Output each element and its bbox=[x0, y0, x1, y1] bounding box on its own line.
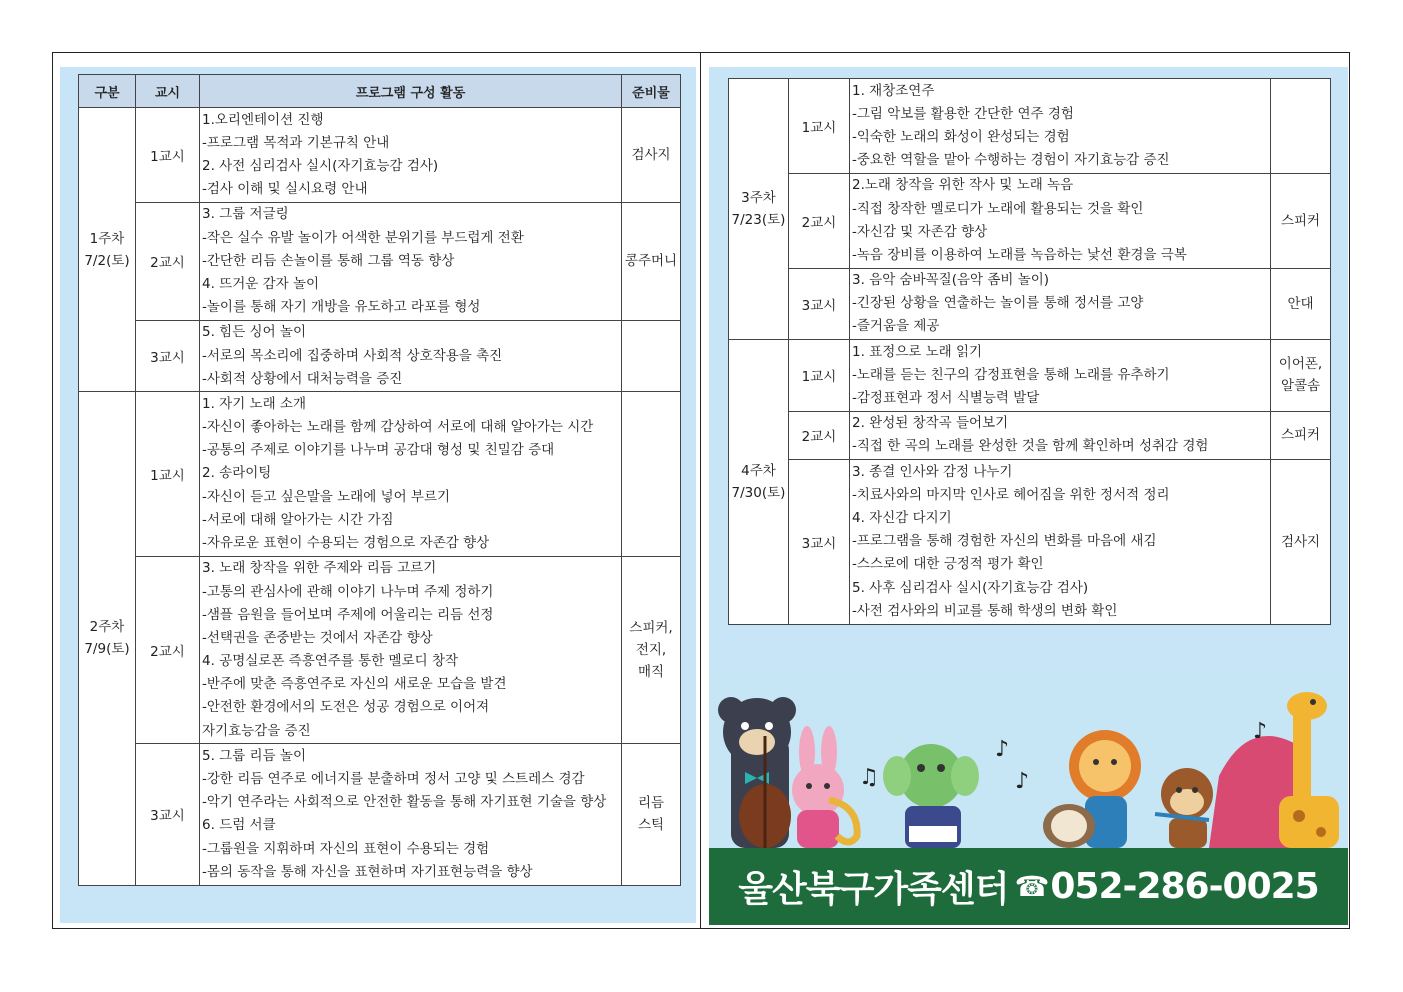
prep-cell bbox=[622, 392, 681, 556]
prep-cell bbox=[622, 556, 681, 744]
svg-text:♪: ♪ bbox=[1015, 769, 1030, 794]
prep-item: 검사지 bbox=[631, 146, 671, 163]
period-cell: 2교시 bbox=[789, 173, 850, 268]
period-cell: 3교시 bbox=[789, 460, 850, 624]
footer-banner bbox=[709, 848, 1348, 925]
activity-line: -감정표현과 정서 식별능력 발달 bbox=[852, 390, 1040, 407]
right-schedule-table bbox=[728, 78, 1331, 625]
activity-line: -놀이를 통해 자기 개방을 유도하고 라포를 형성 bbox=[202, 299, 481, 316]
activity-cell bbox=[200, 202, 622, 320]
elephant-with-accordion-icon bbox=[883, 744, 979, 848]
activity-line: -치료사와의 마지막 인사로 헤어짐을 위한 정서적 정리 bbox=[852, 486, 1170, 503]
activity-line: 4. 뜨거운 감자 놀이 bbox=[202, 275, 320, 292]
prep-item: 콩주머니 bbox=[624, 253, 678, 270]
prep-cell bbox=[1271, 411, 1331, 459]
prep-item: 스틱 bbox=[637, 817, 665, 834]
activity-line: 1. 자기 노래 소개 bbox=[202, 395, 306, 412]
activity-line: 1. 재창조연주 bbox=[852, 82, 935, 99]
table-row bbox=[79, 392, 681, 556]
activity-line: -프로그램을 통해 경험한 자신의 변화를 마음에 새김 bbox=[852, 533, 1157, 550]
prep-cell bbox=[1271, 79, 1331, 174]
activity-line: -간단한 리듬 손놀이를 통해 그룹 역동 향상 bbox=[202, 252, 455, 269]
prep-cell bbox=[622, 202, 681, 320]
activity-cell bbox=[850, 79, 1271, 174]
header-week: 구분 bbox=[79, 75, 136, 108]
activity-line: -서로의 목소리에 집중하며 사회적 상호작용을 촉진 bbox=[202, 347, 503, 364]
animal-band-illustration bbox=[709, 676, 1348, 848]
period-cell: 1교시 bbox=[136, 392, 200, 556]
activity-line: -작은 실수 유발 놀이가 어색한 분위기를 부드럽게 전환 bbox=[202, 229, 524, 246]
activity-cell bbox=[850, 340, 1271, 412]
week-label-line: 1주차 bbox=[89, 230, 125, 247]
table-row bbox=[79, 320, 681, 392]
activity-line: -공통의 주제로 이야기를 나누며 공감대 형성 및 친밀감 증대 bbox=[202, 442, 555, 459]
activity-line: 1. 표정으로 노래 읽기 bbox=[852, 343, 983, 360]
activity-line: -샘플 음원을 들어보며 주제에 어울리는 리듬 선정 bbox=[202, 606, 494, 623]
period-cell: 2교시 bbox=[136, 202, 200, 320]
activity-line: -긴장된 상황을 연출하는 놀이를 통해 정서를 고양 bbox=[852, 295, 1144, 312]
left-table-body bbox=[79, 108, 681, 886]
activity-cell bbox=[200, 556, 622, 744]
lion-with-drum-icon bbox=[1043, 730, 1141, 848]
activity-line: -자신감 및 자존감 향상 bbox=[852, 223, 988, 240]
activity-line: 3. 그룹 저글링 bbox=[202, 206, 289, 223]
activity-line: -몸의 동작을 통해 자신을 표현하며 자기표현능력을 향상 bbox=[202, 863, 533, 880]
prep-cell bbox=[1271, 340, 1331, 412]
activity-line: -검사 이해 및 실시요령 안내 bbox=[202, 181, 368, 198]
activity-line: -선택권을 존중받는 것에서 자존감 향상 bbox=[202, 629, 433, 646]
activity-line: 4. 자신감 다지기 bbox=[852, 510, 952, 527]
prep-item: 매직 bbox=[637, 664, 665, 681]
activity-line: 2. 송라이팅 bbox=[202, 465, 272, 482]
week-label bbox=[729, 340, 789, 624]
activity-line: 2. 완성된 창작곡 들어보기 bbox=[852, 415, 1009, 432]
prep-cell bbox=[622, 108, 681, 203]
prep-cell bbox=[622, 320, 681, 392]
period-cell: 3교시 bbox=[136, 320, 200, 392]
activity-line: -고통의 관심사에 관해 이야기 나누며 주제 정하기 bbox=[202, 583, 494, 600]
period-cell: 1교시 bbox=[789, 340, 850, 412]
activity-line: -녹음 장비를 이용하여 노래를 녹음하는 낯선 환경을 극복 bbox=[852, 246, 1187, 263]
table-row bbox=[79, 108, 681, 203]
activity-line: 3. 종결 인사와 감정 나누기 bbox=[852, 463, 1013, 480]
activity-line: -사회적 상황에서 대처능력을 증진 bbox=[202, 370, 403, 387]
period-cell: 1교시 bbox=[136, 108, 200, 203]
prep-item: 알콜솜 bbox=[1280, 378, 1321, 395]
week-label-line: 2주차 bbox=[89, 619, 125, 636]
header-prep: 준비물 bbox=[622, 75, 681, 108]
week-label-line: 4주차 bbox=[741, 462, 776, 479]
activity-line: -직접 한 곡의 노래를 완성한 것을 함께 확인하며 성취감 경험 bbox=[852, 438, 1209, 455]
table-row bbox=[729, 460, 1331, 624]
organization-name: 울산북구가족센터 bbox=[738, 869, 1009, 910]
table-row bbox=[729, 411, 1331, 459]
activity-line: -서로에 대해 알아가는 시간 가짐 bbox=[202, 511, 394, 528]
telephone-icon: ☎ bbox=[1014, 870, 1049, 903]
table-row bbox=[79, 202, 681, 320]
activity-line: -중요한 역할을 맡아 수행하는 경험이 자기효능감 증진 bbox=[852, 152, 1170, 169]
week-label bbox=[729, 79, 789, 340]
activity-line: -프로그램 목적과 기본규칙 안내 bbox=[202, 134, 390, 151]
activity-cell bbox=[850, 173, 1271, 268]
prep-cell bbox=[622, 744, 681, 885]
activity-line: -직접 창작한 멜로디가 노래에 활용되는 것을 확인 bbox=[852, 200, 1144, 217]
page-divider bbox=[700, 52, 701, 929]
prep-item: 리듬 bbox=[637, 795, 665, 812]
period-cell: 2교시 bbox=[136, 556, 200, 744]
activity-line: 4. 공명실로폰 즉흥연주를 통한 멜로디 창작 bbox=[202, 653, 459, 670]
activity-line: 5. 힘든 싱어 놀이 bbox=[202, 324, 306, 341]
week-label bbox=[79, 392, 136, 885]
week-label-line: 7/2(토) bbox=[84, 252, 130, 269]
svg-text:♪: ♪ bbox=[1253, 719, 1268, 744]
prep-item: 전지, bbox=[635, 642, 667, 659]
activity-cell bbox=[200, 108, 622, 203]
table-row bbox=[729, 173, 1331, 268]
activity-cell bbox=[850, 460, 1271, 624]
activity-line: 3. 음악 숨바꼭질(음악 좀비 놀이) bbox=[852, 272, 1050, 289]
activity-line: -악기 연주라는 사회적으로 안전한 활동을 통해 자기표현 기술을 향상 bbox=[202, 794, 607, 811]
svg-text:♫: ♫ bbox=[859, 765, 879, 790]
prep-item: 스피커 bbox=[1280, 212, 1321, 229]
table-row bbox=[79, 744, 681, 885]
table-row bbox=[729, 340, 1331, 412]
activity-line: 2.노래 창작을 위한 작사 및 노래 녹음 bbox=[852, 177, 1074, 194]
activity-line: -자유로운 표현이 수용되는 경험으로 자존감 향상 bbox=[202, 535, 490, 552]
activity-line: -즐거움을 제공 bbox=[852, 318, 940, 335]
activity-line: -안전한 환경에서의 도전은 성공 경험으로 이어져 bbox=[202, 699, 490, 716]
activity-line: -자신이 좋아하는 노래를 함께 감상하여 서로에 대해 알아가는 시간 bbox=[202, 419, 594, 436]
week-label-line: 7/9(토) bbox=[84, 641, 130, 658]
activity-cell bbox=[200, 392, 622, 556]
activity-cell bbox=[200, 320, 622, 392]
prep-item: 스피커, bbox=[629, 620, 673, 637]
table-row bbox=[79, 556, 681, 744]
activity-line: 6. 드럼 서클 bbox=[202, 817, 276, 834]
prep-item: 이어폰, bbox=[1278, 356, 1323, 373]
bear-with-cello-icon bbox=[718, 697, 796, 848]
period-cell: 2교시 bbox=[789, 411, 850, 459]
svg-text:♪: ♪ bbox=[995, 737, 1010, 762]
activity-line: 2. 사전 심리검사 실시(자기효능감 검사) bbox=[202, 157, 439, 174]
week-label-line: 7/23(토) bbox=[731, 212, 786, 229]
prep-cell bbox=[1271, 173, 1331, 268]
table-row bbox=[729, 268, 1331, 340]
monkey-with-flute-icon bbox=[1155, 768, 1213, 848]
activity-line: -자신이 듣고 싶은말을 노래에 넣어 부르기 bbox=[202, 488, 451, 505]
activity-line: -반주에 맞춘 즉흥연주로 자신의 새로운 모습을 발견 bbox=[202, 676, 507, 693]
activity-line: 3. 노래 창작을 위한 주제와 리듬 고르기 bbox=[202, 560, 437, 577]
prep-item: 스피커 bbox=[1280, 427, 1321, 444]
prep-item: 안대 bbox=[1287, 295, 1314, 312]
activity-line: 5. 그룹 리듬 놀이 bbox=[202, 747, 306, 764]
week-label-line: 3주차 bbox=[741, 190, 776, 207]
week-label bbox=[79, 108, 136, 392]
activity-line: 1.오리엔테이션 진행 bbox=[202, 111, 324, 128]
phone-number[interactable]: 052-286-0025 bbox=[1050, 866, 1319, 907]
period-cell: 3교시 bbox=[136, 744, 200, 885]
rabbit-with-saxophone-icon bbox=[792, 726, 857, 848]
animal-band-picture bbox=[709, 676, 1348, 848]
activity-line: -그룹원을 지휘하며 자신의 표현이 수용되는 경험 bbox=[202, 840, 490, 857]
prep-cell bbox=[1271, 460, 1331, 624]
left-schedule-table bbox=[78, 74, 681, 886]
table-row bbox=[729, 79, 1331, 174]
activity-line: 자기효능감을 증진 bbox=[202, 722, 311, 739]
activity-cell bbox=[200, 744, 622, 885]
activity-cell bbox=[850, 411, 1271, 459]
activity-line: -사전 검사와의 비교를 통해 학생의 변화 확인 bbox=[852, 602, 1118, 619]
header-activity: 프로그램 구성 활동 bbox=[200, 75, 622, 108]
activity-cell bbox=[850, 268, 1271, 340]
activity-line: 5. 사후 심리검사 실시(자기효능감 검사) bbox=[852, 579, 1089, 596]
activity-line: -익숙한 노래의 화성이 완성되는 경험 bbox=[852, 128, 1070, 145]
prep-item: 검사지 bbox=[1280, 533, 1321, 550]
right-table-body bbox=[729, 79, 1331, 625]
activity-line: -스스로에 대한 긍정적 평가 확인 bbox=[852, 556, 1044, 573]
activity-line: -그림 악보를 활용한 간단한 연주 경험 bbox=[852, 105, 1074, 122]
activity-line: -강한 리듬 연주로 에너지를 분출하며 정서 고양 및 스트레스 경감 bbox=[202, 771, 585, 788]
header-period: 교시 bbox=[136, 75, 200, 108]
period-cell: 3교시 bbox=[789, 268, 850, 340]
week-label-line: 7/30(토) bbox=[731, 484, 786, 501]
prep-cell bbox=[1271, 268, 1331, 340]
activity-line: -노래를 듣는 친구의 감정표현을 통해 노래를 유추하기 bbox=[852, 366, 1170, 383]
period-cell: 1교시 bbox=[789, 79, 850, 174]
